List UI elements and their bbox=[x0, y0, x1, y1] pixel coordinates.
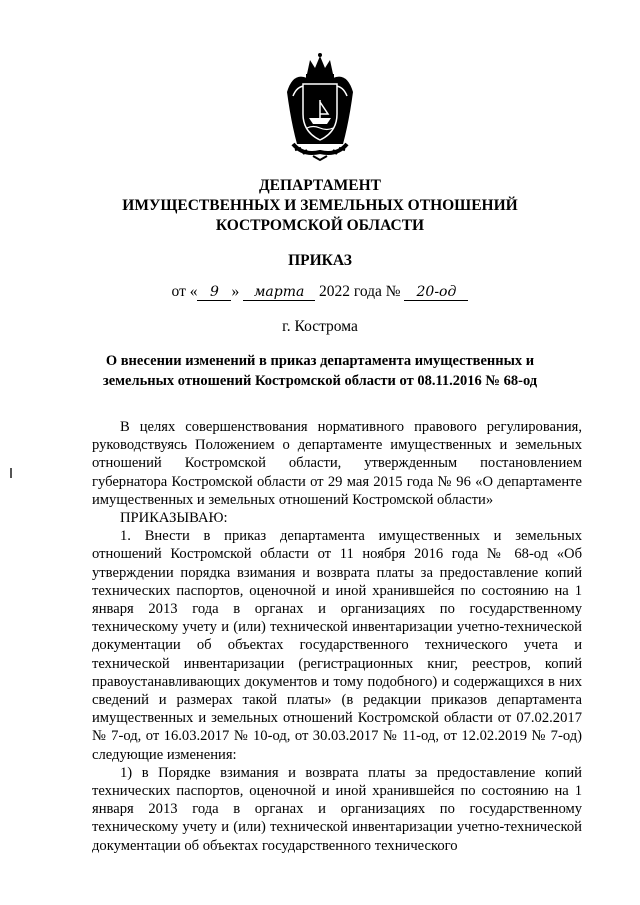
order-body bbox=[92, 418, 582, 855]
department-name-line: КОСТРОМСКОЙ ОБЛАСТИ bbox=[215, 217, 425, 234]
body-paragraph-order: ПРИКАЗЫВАЮ: bbox=[120, 510, 228, 527]
body-paragraph: 1) в Порядке взимания и возврата платы за предоставление копий технических паспортов, оценочной и иной хранившейся по состоянию на 1 января 2013 года в органах и организациях по государственному техническому учету и (или) технической инвентаризации учетно-технической документации об объектах государственного технического bbox=[92, 764, 582, 854]
department-name-line: ДЕПАРТАМЕНТ bbox=[258, 177, 382, 194]
city: г. Кострома bbox=[282, 318, 358, 335]
body-paragraph: В целях совершенствования нормативного правового регулирования, руководствуясь Положением о департаменте имущественных и земельных отношений Костромской области, утвержденным постановлением губернатора Костромской области от 29 мая 2015 года № 96 «О департаменте имущественных и земельных отношений Костромской области» bbox=[92, 419, 582, 508]
handwritten-month: марта bbox=[243, 284, 315, 301]
order-subject-line: О внесении изменений в приказ департамента имущественных и bbox=[105, 353, 535, 369]
handwritten-order-number: 20-од bbox=[404, 284, 468, 301]
order-subject bbox=[0, 351, 640, 391]
department-name-line: ИМУЩЕСТВЕННЫХ И ЗЕМЕЛЬНЫХ ОТНОШЕНИЙ bbox=[122, 197, 518, 214]
date-year-text: 2022 года № bbox=[318, 283, 401, 300]
date-prefix: от « bbox=[171, 283, 198, 300]
order-subject-line: земельных отношений Костромской области от 08.11.2016 № 68-од bbox=[102, 373, 538, 389]
margin-mark bbox=[10, 468, 12, 478]
order-date-line bbox=[0, 283, 640, 301]
order-title: ПРИКАЗ bbox=[288, 252, 352, 269]
coat-of-arms-emblem bbox=[283, 52, 357, 162]
date-day-suffix: » bbox=[231, 283, 240, 300]
body-paragraph: 1. Внести в приказ департамента имущественных и земельных отношений Костромской области от 11 ноября 2016 года № 68-од «Об утверждении порядка взимания и возврата платы за предоставление копий технических паспортов, оценочной и иной хранившейся по состоянию на 1 января 2013 года в органах и организациях по государственному техническому учету и (или) технической инвентаризации учетно-технической документации об объектах государственного технического учета и технической инвентаризации (регистрационных книг, реестров, копий правоустанавливающих документов и тому подобного) и содержащихся в них сведений и размерах такой платы» (в редакции приказов департамента имущественных и земельных отношений Костромской области от 07.02.2017 № 7-од, от 16.03.2017 № 10-од, от 30.03.2017 № 11-од, от 12.02.2019 № 7-од) следующие изменения: bbox=[92, 528, 582, 763]
department-name bbox=[0, 176, 640, 236]
handwritten-day: 9 bbox=[197, 284, 231, 301]
